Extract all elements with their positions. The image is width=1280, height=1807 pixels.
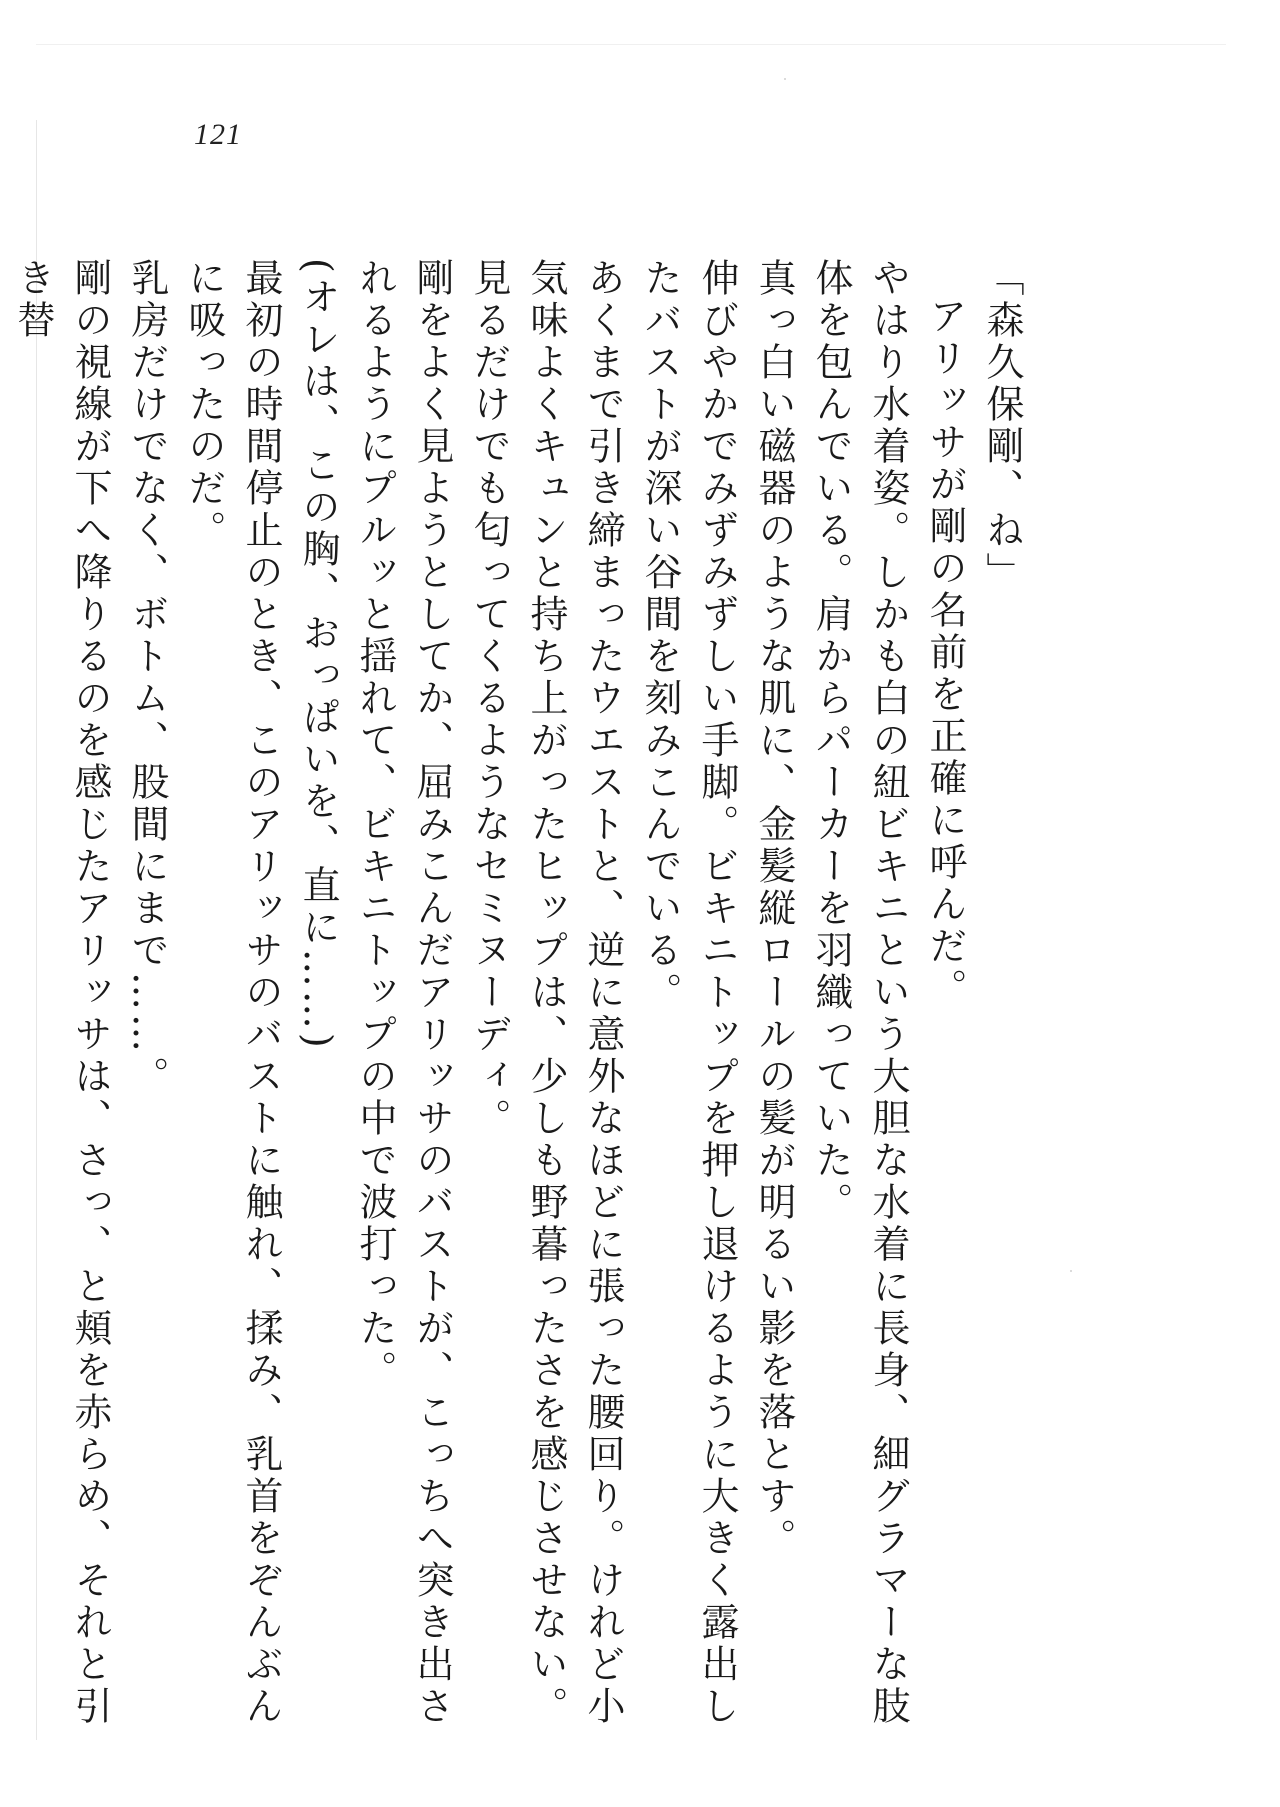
page-number: 121 bbox=[194, 118, 242, 151]
paragraph: あくまで引き締まったウエストと、逆に意外なほどに張った腰回り。けれど小気味よくキュンと持ち上がったヒップは、少しも野暮ったさを感じさせない。 bbox=[524, 258, 625, 1728]
paragraph: (オレは、この胸、おっぱいを、直に……) bbox=[296, 258, 340, 1052]
paragraph: 「森久保剛、ね」 bbox=[980, 258, 1024, 594]
paragraph: 最初の時間停止のとき、このアリッサのバストに触れ、揉み、乳首をぞんぶんに吸ったのだ。 bbox=[182, 258, 283, 1728]
paragraph: 乳房だけでなく、ボトム、股間にまで……。 bbox=[125, 258, 169, 1098]
paragraph: 剛の視線が下へ降りるのを感じたアリッサは、さっ、と頬を赤らめ、それと引き替 bbox=[11, 258, 112, 1728]
scan-speck bbox=[1070, 1270, 1072, 1272]
paragraph: 剛をよく見ようとしてか、屈みこんだアリッサのバストが、こっちへ突き出されるようにプルッと揺れて、ビキニトップの中で波打った。 bbox=[353, 258, 454, 1728]
scan-speck bbox=[784, 78, 786, 80]
paragraph: アリッサが剛の名前を正確に呼んだ。 bbox=[923, 296, 967, 1010]
paragraph: 真っ白い磁器のような肌に、金髪縦ロールの髪が明るい影を落とす。 bbox=[752, 258, 796, 1560]
paragraph: 伸びやかでみずみずしい手脚。ビキニトップを押し退けるように大きく露出したバストが深い谷間を刻みこんでいる。 bbox=[638, 258, 739, 1728]
scan-edge-top bbox=[36, 44, 1226, 45]
paragraph: やはり水着姿。しかも白の紐ビキニという大胆な水着に長身、細グラマーな肢体を包んでいる。肩からパーカーを羽織っていた。 bbox=[809, 258, 910, 1728]
vertical-text-block bbox=[11, 258, 1030, 1758]
paragraph: 見るだけでも匂ってくるようなセミヌーディ。 bbox=[467, 258, 511, 1140]
